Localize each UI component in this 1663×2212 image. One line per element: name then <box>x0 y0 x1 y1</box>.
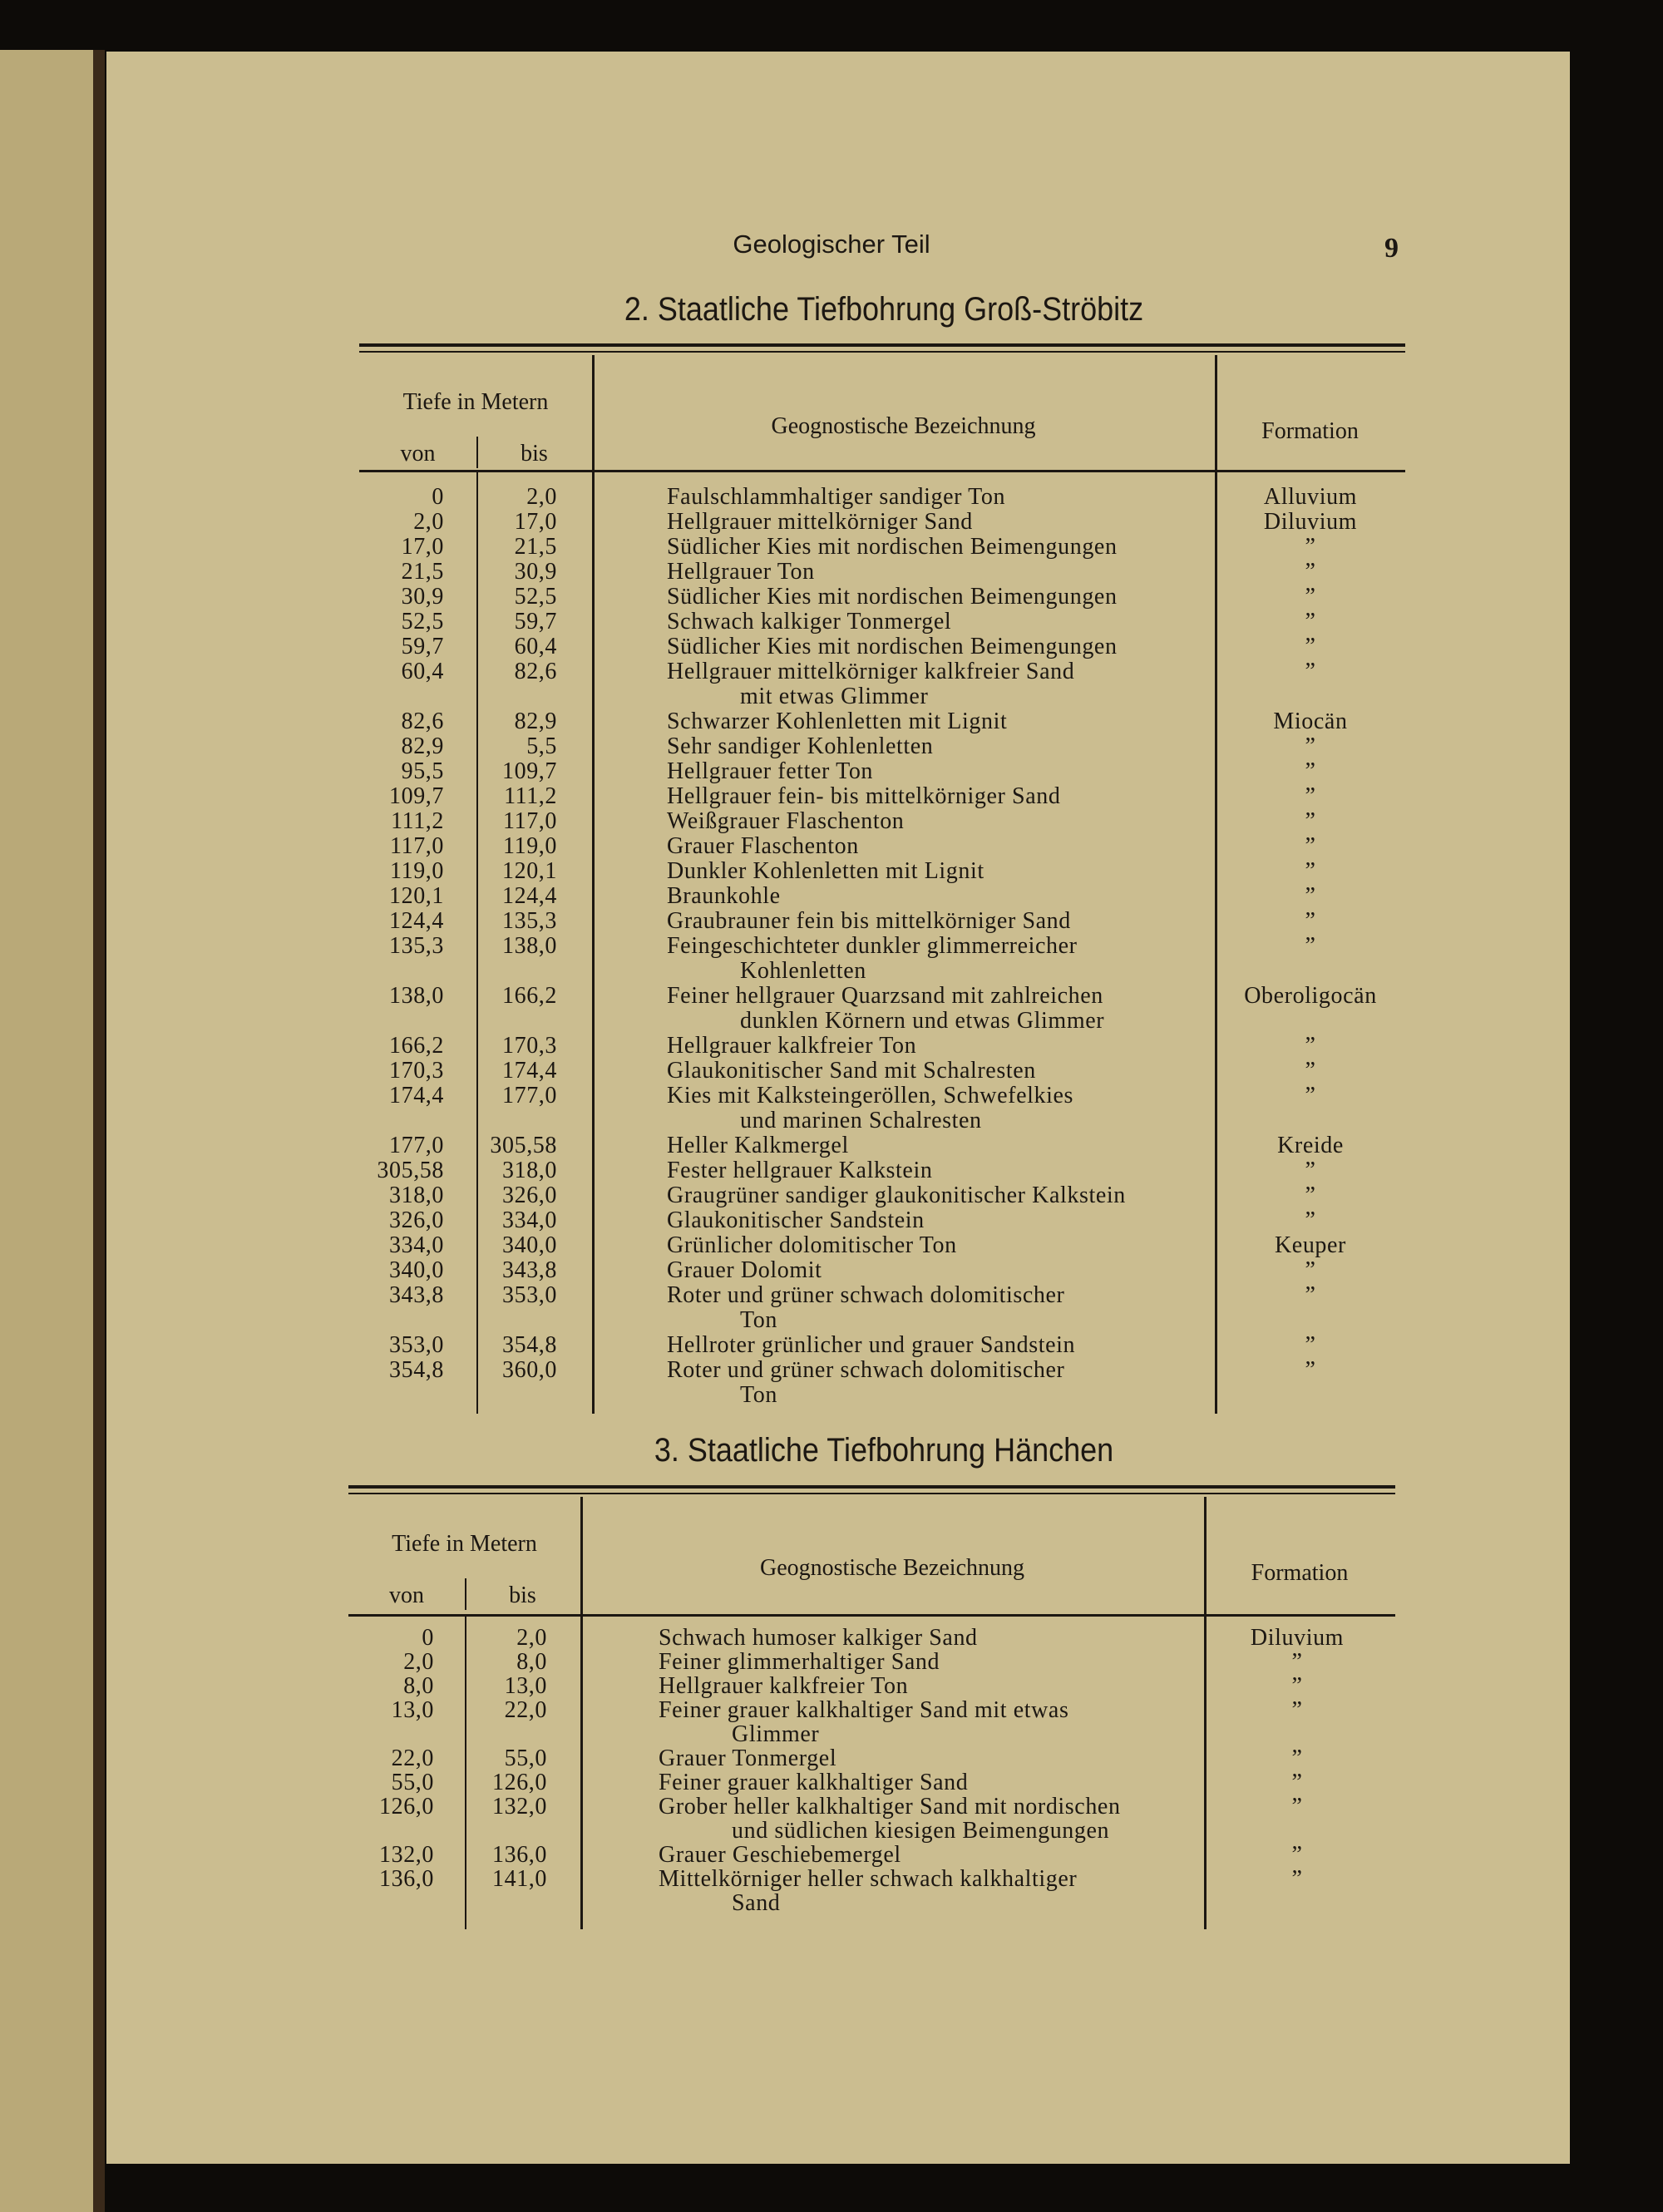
depth-to: 353,0 <box>502 1282 557 1308</box>
depth-from: 119,0 <box>390 858 444 884</box>
depth-from: 21,5 <box>401 559 444 585</box>
description-line: Hellgrauer kalkfreier Ton <box>659 1673 909 1699</box>
description-line: Dunkler Kohlenletten mit Lignit <box>667 858 984 884</box>
depth-to: 136,0 <box>492 1842 547 1868</box>
description-line: Feiner grauer kalkhaltiger Sand mit etwas <box>659 1697 1069 1723</box>
description-line: Südlicher Kies mit nordischen Beimengungen <box>667 584 1118 610</box>
depth-to: 21,5 <box>514 534 557 560</box>
depth-from: 30,9 <box>401 584 444 610</box>
header-formation: Formation <box>1251 1560 1349 1586</box>
description-line: und südlichen kiesigen Beimengungen <box>732 1818 1110 1844</box>
depth-to: 334,0 <box>502 1207 557 1233</box>
double-rule-top-thin <box>348 1493 1395 1494</box>
description-line: Glaukonitischer Sand mit Schalresten <box>667 1058 1036 1084</box>
depth-to: 132,0 <box>492 1794 547 1819</box>
depth-from: 59,7 <box>401 634 444 659</box>
depth-to: 119,0 <box>503 833 557 859</box>
depth-from: 132,0 <box>379 1842 434 1868</box>
depth-from: 60,4 <box>401 659 444 684</box>
description-line: Mittelkörniger heller schwach kalkhaltiger <box>659 1866 1078 1892</box>
header-description: Geognostische Bezeichnung <box>771 413 1036 439</box>
table-title: 2. Staatliche Tiefbohrung Groß-Ströbitz <box>624 291 1144 328</box>
description-line: Faulschlammhaltiger sandiger Ton <box>667 484 1006 510</box>
formation: ” <box>1305 1207 1316 1233</box>
formation: ” <box>1305 758 1316 784</box>
depth-to: 2,0 <box>516 1625 547 1651</box>
description-line: Fester hellgrauer Kalkstein <box>667 1158 933 1183</box>
formation: ” <box>1305 1033 1316 1059</box>
book-spine <box>93 50 105 2212</box>
header-rule <box>359 470 1405 472</box>
depth-from: 340,0 <box>389 1257 444 1283</box>
depth-from: 13,0 <box>391 1697 434 1723</box>
double-rule-top <box>359 343 1405 347</box>
description-line: Hellgrauer kalkfreier Ton <box>667 1033 917 1059</box>
depth-from: 82,6 <box>401 709 444 734</box>
description-line: Südlicher Kies mit nordischen Beimengungen <box>667 634 1118 659</box>
formation: ” <box>1305 1183 1316 1208</box>
depth-to: 170,3 <box>502 1033 557 1059</box>
depth-to: 82,9 <box>514 709 557 734</box>
description-line: Südlicher Kies mit nordischen Beimengungen <box>667 534 1118 560</box>
description-line: Hellgrauer Ton <box>667 559 815 585</box>
formation: ” <box>1305 908 1316 934</box>
double-rule-top <box>348 1485 1395 1489</box>
depth-to: 30,9 <box>514 559 557 585</box>
depth-from: 0 <box>432 484 444 510</box>
depth-to: 120,1 <box>502 858 557 884</box>
formation: ” <box>1291 1842 1303 1868</box>
depth-to: 318,0 <box>502 1158 557 1183</box>
formation: ” <box>1291 1866 1303 1892</box>
depth-to: 177,0 <box>502 1083 557 1108</box>
description-line: Kohlenletten <box>740 958 866 984</box>
formation: ” <box>1305 883 1316 909</box>
formation: ” <box>1305 733 1316 759</box>
formation: ” <box>1305 1357 1316 1383</box>
formation: ” <box>1291 1697 1303 1723</box>
header-to: bis <box>509 1582 536 1608</box>
double-rule-top-thin <box>359 351 1405 353</box>
depth-to: 166,2 <box>502 983 557 1009</box>
depth-to: 55,0 <box>504 1745 547 1771</box>
depth-to: 354,8 <box>502 1332 557 1358</box>
depth-from: 95,5 <box>401 758 444 784</box>
description-line: dunklen Körnern und etwas Glimmer <box>740 1008 1105 1034</box>
depth-from: 354,8 <box>389 1357 444 1383</box>
depth-from: 17,0 <box>401 534 444 560</box>
description-line: Graugrüner sandiger glaukonitischer Kalkstein <box>667 1183 1126 1208</box>
description-line: Feiner hellgrauer Quarzsand mit zahlreichen <box>667 983 1103 1009</box>
page-number: 9 <box>1384 233 1399 264</box>
depth-from: 318,0 <box>389 1183 444 1208</box>
depth-from: 120,1 <box>389 883 444 909</box>
description-line: Ton <box>740 1382 777 1408</box>
running-head: Geologischer Teil <box>733 230 930 259</box>
description-line: Feiner glimmerhaltiger Sand <box>659 1649 940 1675</box>
depth-to: 141,0 <box>492 1866 547 1892</box>
formation: ” <box>1291 1770 1303 1795</box>
formation: ” <box>1305 808 1316 834</box>
description-line: mit etwas Glimmer <box>740 684 929 709</box>
depth-to: 52,5 <box>514 584 557 610</box>
depth-from: 117,0 <box>390 833 444 859</box>
description-line: Grauer Geschiebemergel <box>659 1842 901 1868</box>
depth-from: 135,3 <box>389 933 444 959</box>
depth-to: 8,0 <box>516 1649 547 1675</box>
description-line: Braunkohle <box>667 883 781 909</box>
depth-from: 353,0 <box>389 1332 444 1358</box>
depth-to: 60,4 <box>514 634 557 659</box>
depth-to: 5,5 <box>526 733 557 759</box>
description-line: Hellgrauer mittelkörniger kalkfreier Sand <box>667 659 1075 684</box>
formation: Miocän <box>1273 709 1348 734</box>
header-from-to-divider <box>476 437 478 468</box>
depth-to: 111,2 <box>504 783 557 809</box>
formation: ” <box>1305 783 1316 809</box>
description-line: Grauer Flaschenton <box>667 833 859 859</box>
description-line: Feingeschichteter dunkler glimmerreicher <box>667 933 1078 959</box>
depth-from: 124,4 <box>389 908 444 934</box>
formation: Kreide <box>1277 1133 1344 1158</box>
depth-to: 13,0 <box>504 1673 547 1699</box>
depth-to: 17,0 <box>514 509 557 535</box>
description-line: Weißgrauer Flaschenton <box>667 808 905 834</box>
formation: ” <box>1305 1158 1316 1183</box>
formation: ” <box>1305 833 1316 859</box>
description-line: Roter und grüner schwach dolomitischer <box>667 1282 1065 1308</box>
description-line: Glimmer <box>732 1721 820 1747</box>
description-line: Hellgrauer fein- bis mittelkörniger Sand <box>667 783 1061 809</box>
depth-from: 111,2 <box>391 808 444 834</box>
formation: ” <box>1305 1083 1316 1108</box>
depth-to: 109,7 <box>502 758 557 784</box>
formation: ” <box>1291 1745 1303 1771</box>
description-line: Sehr sandiger Kohlenletten <box>667 733 934 759</box>
formation: ” <box>1305 659 1316 684</box>
formation: ” <box>1305 634 1316 659</box>
description-line: Grauer Dolomit <box>667 1257 822 1283</box>
description-line: Feiner grauer kalkhaltiger Sand <box>659 1770 969 1795</box>
depth-to: 326,0 <box>502 1183 557 1208</box>
depth-from: 22,0 <box>391 1745 434 1771</box>
depth-from: 166,2 <box>389 1033 444 1059</box>
depth-from: 55,0 <box>391 1770 434 1795</box>
depth-to: 117,0 <box>503 808 557 834</box>
formation: ” <box>1291 1649 1303 1675</box>
depth-from: 138,0 <box>389 983 444 1009</box>
depth-to: 126,0 <box>492 1770 547 1795</box>
formation: ” <box>1305 1282 1316 1308</box>
formation: Diluvium <box>1263 509 1358 535</box>
left-page-edge <box>0 50 101 2212</box>
description-line: Hellroter grünlicher und grauer Sandstein <box>667 1332 1076 1358</box>
description-line: Roter und grüner schwach dolomitischer <box>667 1357 1065 1383</box>
header-to: bis <box>521 441 548 467</box>
depth-to: 82,6 <box>514 659 557 684</box>
depth-from: 136,0 <box>379 1866 434 1892</box>
description-line: Schwach kalkiger Tonmergel <box>667 609 952 634</box>
formation: ” <box>1305 1058 1316 1084</box>
formation: Keuper <box>1274 1232 1346 1258</box>
formation: ” <box>1291 1673 1303 1699</box>
header-depth: Tiefe in Metern <box>402 389 549 415</box>
depth-to: 138,0 <box>502 933 557 959</box>
formation: ” <box>1305 559 1316 585</box>
formation: ” <box>1305 1332 1316 1358</box>
depth-to: 174,4 <box>502 1058 557 1084</box>
description-line: Sand <box>732 1890 781 1916</box>
description-line: Schwach humoser kalkiger Sand <box>659 1625 978 1651</box>
header-formation: Formation <box>1261 418 1359 444</box>
depth-from: 126,0 <box>379 1794 434 1819</box>
depth-to: 360,0 <box>502 1357 557 1383</box>
depth-to: 124,4 <box>502 883 557 909</box>
description-line: Hellgrauer mittelkörniger Sand <box>667 509 973 535</box>
header-from-to-divider <box>465 1578 466 1610</box>
depth-from: 326,0 <box>389 1207 444 1233</box>
description-line: Hellgrauer fetter Ton <box>667 758 874 784</box>
description-line: Schwarzer Kohlenletten mit Lignit <box>667 709 1008 734</box>
formation: Oberoligocän <box>1244 983 1377 1009</box>
depth-from: 0 <box>422 1625 434 1651</box>
depth-from: 82,9 <box>401 733 444 759</box>
header-rule <box>348 1614 1395 1617</box>
description-line: Kies mit Kalksteingeröllen, Schwefelkies <box>667 1083 1073 1108</box>
depth-to: 305,58 <box>490 1133 557 1158</box>
divider-depth-desc <box>580 1497 583 1929</box>
formation: ” <box>1305 534 1316 560</box>
description-line: Glaukonitischer Sandstein <box>667 1207 925 1233</box>
formation: ” <box>1305 858 1316 884</box>
description-line: Grober heller kalkhaltiger Sand mit nordischen <box>659 1794 1121 1819</box>
depth-to: 22,0 <box>504 1697 547 1723</box>
formation: Diluvium <box>1250 1625 1345 1651</box>
description-line: und marinen Schalresten <box>740 1108 982 1133</box>
depth-to: 340,0 <box>502 1232 557 1258</box>
formation: ” <box>1305 584 1316 610</box>
depth-from: 2,0 <box>413 509 444 535</box>
description-line: Ton <box>740 1307 777 1333</box>
depth-from: 177,0 <box>389 1133 444 1158</box>
depth-from: 334,0 <box>389 1232 444 1258</box>
depth-from: 8,0 <box>403 1673 434 1699</box>
description-line: Grünlicher dolomitischer Ton <box>667 1232 957 1258</box>
description-line: Grauer Tonmergel <box>659 1745 837 1771</box>
description-line: Graubrauner fein bis mittelkörniger Sand <box>667 908 1071 934</box>
depth-from: 170,3 <box>389 1058 444 1084</box>
depth-to: 59,7 <box>514 609 557 634</box>
depth-from: 109,7 <box>389 783 444 809</box>
header-from: von <box>400 441 436 467</box>
divider-depth-desc <box>592 355 595 1414</box>
depth-to: 135,3 <box>502 908 557 934</box>
header-description: Geognostische Bezeichnung <box>759 1555 1025 1581</box>
header-depth: Tiefe in Metern <box>392 1531 537 1557</box>
description-line: Heller Kalkmergel <box>667 1133 849 1158</box>
header-from: von <box>389 1582 424 1608</box>
formation: ” <box>1291 1794 1303 1819</box>
formation: ” <box>1305 933 1316 959</box>
table-title: 3. Staatliche Tiefbohrung Hänchen <box>654 1432 1114 1469</box>
depth-from: 174,4 <box>389 1083 444 1108</box>
formation: Alluvium <box>1263 484 1358 510</box>
depth-to: 343,8 <box>502 1257 557 1283</box>
depth-to: 2,0 <box>526 484 557 510</box>
formation: ” <box>1305 609 1316 634</box>
depth-from: 2,0 <box>403 1649 434 1675</box>
formation: ” <box>1305 1257 1316 1283</box>
depth-from: 305,58 <box>377 1158 444 1183</box>
depth-from: 343,8 <box>389 1282 444 1308</box>
depth-from: 52,5 <box>401 609 444 634</box>
